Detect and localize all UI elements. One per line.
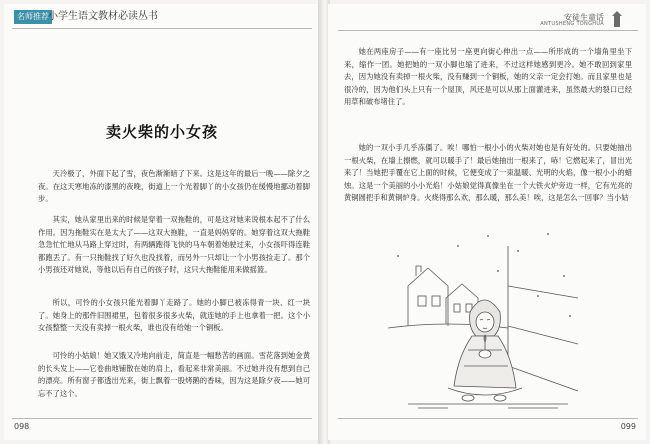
footer-rule: [12, 418, 312, 419]
paragraph-3: 所以，可怜的小女孩只能光着脚丫走路了。她的小脚已被冻得青一块、红一块了。她身上的那件旧围裙里，包着很多很多火柴，就连她的手上也拿着一把。这个小女孩整整一天没有卖掉一根火柴，谁也没有给她一个铜板。: [38, 298, 310, 333]
header-subtitle: ANTUSHENG TONGHUA: [540, 21, 604, 27]
paragraph-1: 天冷极了，外面下起了雪，夜色渐渐暗了下来。这是这年的最后一晚——除夕之夜。在这天寒地冻的漆黑的夜晚，街道上一个光着脚丫的小女孩仍在缓慢地挪动着脚步。: [38, 169, 310, 204]
series-title: 小学生语文教材必读丛书: [48, 11, 158, 22]
bookmark-emblem-icon: [610, 10, 624, 28]
paragraph-1: 她在两座房子——有一座比另一座更向街心伸出一点——所形成的一个墙角里坐下来，缩作一团。她把她的一双小脚也缩了进来，不过这样她感到更冷。她不敢回到家里去，因为她没有卖掉一根火柴，没有赚到一个铜板，她的父亲一定会打她。而且家里也是很冷的，因为他们头上只有一个屋顶，风还是可以从那上面灌进来，虽然最大的裂口已经用草和破布堵住了。: [344, 47, 632, 107]
left-page: [4, 4, 320, 440]
illustration-girl-with-match: [388, 216, 584, 412]
header-rule: [12, 28, 312, 29]
paragraph-4: 可怜的小姑娘！她又饿又冷地向前走，简直是一幅愁苦的画面。雪花落到她金黄的长头发上——它卷曲地铺散在她的肩上，看起来非常美丽。不过她并没有想到自己的漂亮。所有窗子都透出光来，街上飘着一股烤鹅的香味，因为这是除夕夜——她可忘不了这个。: [38, 351, 310, 398]
paragraph-2: 其实，她从家里出来的时候是穿着一双拖鞋的，可是这对她来说根本起不了什么作用。因为拖鞋实在是太大了——这双大拖鞋，一直是妈妈穿的。她穿着这双大拖鞋急急忙忙地从马路上穿过时，有两辆跑得飞快的马车朝着她驶过来，小女孩吓得连鞋都跑丢了。有一只拖鞋找了好久也没找着，而另外一只却让一个小男孩捡走了。那个小男孩还对她说，等他以后有自己的孩子时，这只大拖鞋能用来做摇篮。: [38, 215, 310, 275]
right-page: [328, 4, 646, 440]
paragraph-2: 她的一双小手几乎冻僵了。唉！哪怕一根小小的火柴对她也是有好处的。只要她抽出一根火柴，在墙上擦燃，就可以暖手了！最后她抽出一根来了，哧！它燃起来了，冒出光来了！当她把手覆在它上面的时候，它便变成了一束温暖、光明的火焰，像一根小小的蜡烛。这是一个美丽的小小光焰！小姑娘觉得真像坐在一个大铁火炉旁边一样，它有光亮的黄铜圆把手和黄铜炉身。火烧得那么欢，那么暖，那么美！唉，这是怎么一回事？当小姑: [344, 143, 632, 203]
story-title: 卖火柴的小女孩: [105, 123, 218, 141]
header-title: 安徒生童话: [564, 13, 604, 22]
series-badge: 名师推荐: [14, 10, 52, 24]
footer-rule: [338, 418, 638, 419]
header-rule: [338, 30, 638, 31]
page-number: 098: [14, 422, 30, 431]
page-number: 099: [620, 422, 636, 431]
